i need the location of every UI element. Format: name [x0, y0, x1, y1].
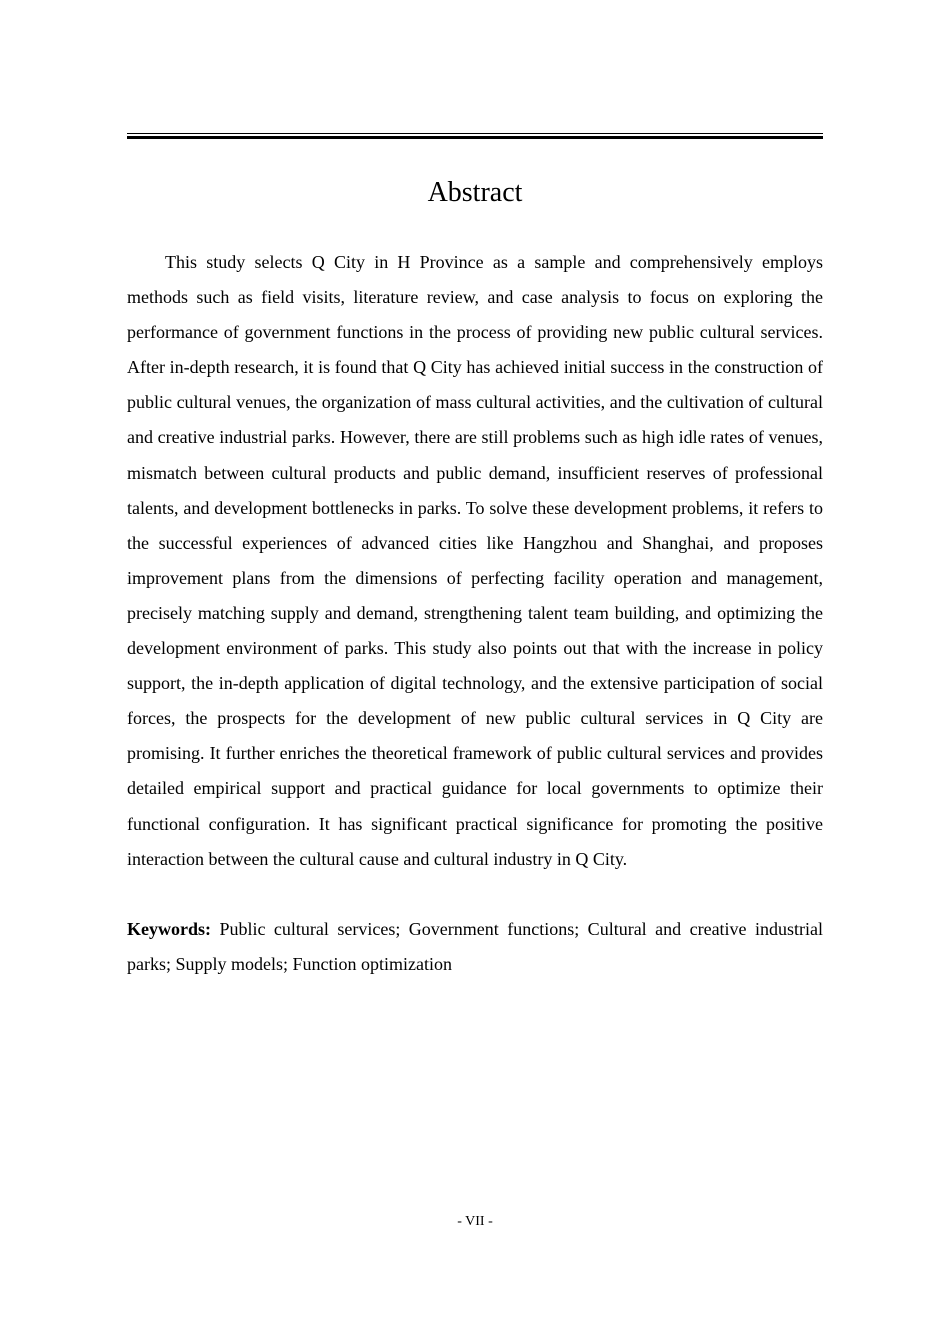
page-number: - VII -	[457, 1214, 493, 1229]
keywords-label: Keywords:	[127, 919, 211, 939]
keywords-text: Public cultural services; Government functions; Cultural and creative industrial parks; Supply models; Function optimization	[127, 919, 823, 975]
abstract-title: Abstract	[427, 177, 523, 208]
abstract-paragraph: This study selects Q City in H Province as a sample and comprehensively employs methods such as field visits, literature review, and case analysis to focus on exploring the performance of government functions in the process of providing new public cultural services. After in-depth research, it is found that Q City has achieved initial success in the construction of public cultural venues, the organization of mass cultural activities, and the cultivation of cultural and creative industrial parks. However, there are still problems such as high idle rates of venues, mismatch between cultural products and public demand, insufficient reserves of professional talents, and development bottlenecks in parks. To solve these development problems, it refers to the successful experiences of advanced cities like Hangzhou and Shanghai, and proposes improvement plans from the dimensions of perfecting facility operation and management, precisely matching supply and demand, strengthening talent team building, and optimizing the development environment of parks. This study also points out that with the increase in policy support, the in-depth application of digital technology, and the extensive participation of social forces, the prospects for the development of new public cultural services in Q City are promising. It further enriches the theoretical framework of public cultural services and provides detailed empirical support and practical guidance for local governments to optimize their functional configuration. It has significant practical significance for promoting the positive interaction between the cultural cause and cultural industry in Q City.	[127, 252, 823, 869]
header-rule-thick-line	[127, 136, 823, 139]
header-double-rule	[127, 133, 823, 139]
keywords-line	[127, 912, 823, 982]
header-rule-thin-line	[127, 133, 823, 134]
